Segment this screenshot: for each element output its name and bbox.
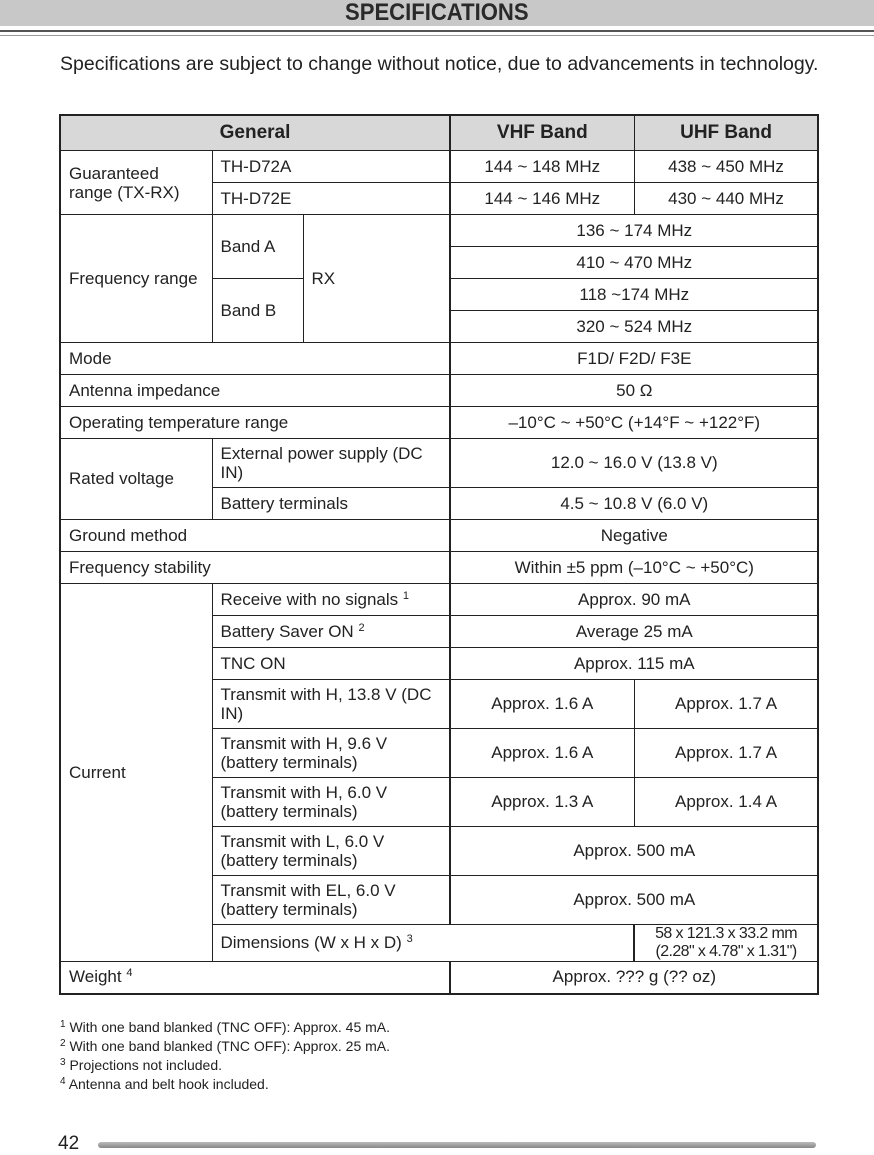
- page-number: 42: [58, 1133, 80, 1154]
- external-power-value: 12.0 ~ 16.0 V (13.8 V): [450, 439, 818, 488]
- band-a-label: Band A: [212, 215, 303, 279]
- vhf-cell: 144 ~ 148 MHz: [450, 151, 634, 183]
- tx-h-138-uhf: Approx. 1.7 A: [634, 680, 818, 729]
- footnotes: [60, 1018, 390, 1094]
- band-b-label: Band B: [212, 279, 303, 343]
- tx-l-label: Transmit with L, 6.0 V (battery terminals): [212, 827, 450, 876]
- tx-el-label: Transmit with EL, 6.0 V (battery terminals): [212, 876, 450, 925]
- header-uhf: UHF Band: [634, 115, 818, 151]
- frequency-stability-value: Within ±5 ppm (–10°C ~ +50°C): [450, 552, 818, 584]
- tx-h-60-label: Transmit with H, 6.0 V (battery terminals): [212, 778, 450, 827]
- receive-value: Approx. 90 mA: [450, 584, 818, 616]
- table-header-row: [60, 115, 818, 151]
- intro-text: Specifications are subject to change without notice, due to advancements in technology.: [60, 53, 819, 75]
- temperature-label: Operating temperature range: [60, 407, 450, 439]
- header-vhf: VHF Band: [450, 115, 634, 151]
- frequency-value: 410 ~ 470 MHz: [450, 247, 818, 279]
- battery-terminals-label: Battery terminals: [212, 488, 450, 520]
- tx-h-96-label: Transmit with H, 9.6 V (battery terminals): [212, 729, 450, 778]
- table-row: [60, 343, 818, 375]
- table-row: [60, 375, 818, 407]
- spec-table: [59, 114, 819, 995]
- tx-l-value: Approx. 500 mA: [450, 827, 818, 876]
- header-general: General: [60, 115, 450, 151]
- mode-value: F1D/ F2D/ F3E: [450, 343, 818, 375]
- weight-value: Approx. ??? g (?? oz): [450, 962, 818, 994]
- battery-saver-value: Average 25 mA: [450, 616, 818, 648]
- battery-terminals-value: 4.5 ~ 10.8 V (6.0 V): [450, 488, 818, 520]
- tx-h-138-vhf: Approx. 1.6 A: [450, 680, 634, 729]
- footnote: $^2$ With one band blanked (TNC OFF): Approx. 25 mA.: [60, 1038, 391, 1054]
- frequency-value: 118 ~174 MHz: [450, 279, 818, 311]
- tx-h-138-label: Transmit with H, 13.8 V (DC IN): [212, 680, 450, 729]
- dimensions-label: Dimensions (W x H x D) $^3$: [212, 925, 634, 962]
- vhf-cell: 144 ~ 146 MHz: [450, 183, 634, 215]
- footnote-ref: 1: [402, 589, 410, 602]
- footnote: $^1$ With one band blanked (TNC OFF): Approx. 45 mA.: [60, 1019, 391, 1035]
- footnote: $^3$ Projections not included.: [60, 1057, 222, 1073]
- external-power-label: External power supply (DC IN): [212, 439, 450, 488]
- temperature-value: –10°C ~ +50°C (+14°F ~ +122°F): [450, 407, 818, 439]
- frequency-range-label: Frequency range: [60, 215, 212, 343]
- table-row: [60, 584, 818, 616]
- current-label: Current: [60, 584, 212, 962]
- tnc-on-value: Approx. 115 mA: [450, 648, 818, 680]
- tx-h-60-vhf: Approx. 1.3 A: [450, 778, 634, 827]
- tx-h-96-vhf: Approx. 1.6 A: [450, 729, 634, 778]
- uhf-cell: 430 ~ 440 MHz: [634, 183, 818, 215]
- mode-label: Mode: [60, 343, 450, 375]
- table-row: [60, 520, 818, 552]
- receive-label: Receive with no signals $^1$: [212, 584, 450, 616]
- ground-method-value: Negative: [450, 520, 818, 552]
- frequency-value: 320 ~ 524 MHz: [450, 311, 818, 343]
- header-rule-thin: [0, 35, 874, 36]
- table-row: [60, 962, 818, 994]
- antenna-impedance-value: 50 Ω: [450, 375, 818, 407]
- table-row: [60, 552, 818, 584]
- rx-label: RX: [303, 215, 450, 343]
- footer-bar: [98, 1142, 816, 1148]
- tx-h-96-uhf: Approx. 1.7 A: [634, 729, 818, 778]
- uhf-cell: 438 ~ 450 MHz: [634, 151, 818, 183]
- rated-voltage-label: Rated voltage: [60, 439, 212, 520]
- table-row: [60, 215, 818, 247]
- frequency-value: 136 ~ 174 MHz: [450, 215, 818, 247]
- dimensions-value: 58 x 121.3 x 33.2 mm (2.28" x 4.78" x 1.31"): [634, 925, 818, 962]
- weight-label: Weight $^4$: [60, 962, 450, 994]
- page-title: SPECIFICATIONS: [345, 0, 529, 26]
- guaranteed-range-label: Guaranteed range (TX-RX): [60, 151, 212, 215]
- battery-saver-label: Battery Saver ON $^2$: [212, 616, 450, 648]
- ground-method-label: Ground method: [60, 520, 450, 552]
- header-rule: [0, 30, 874, 32]
- tx-el-value: Approx. 500 mA: [450, 876, 818, 925]
- model-cell: TH-D72E: [212, 183, 450, 215]
- footnote-ref: 2: [358, 621, 365, 634]
- tnc-on-label: TNC ON: [212, 648, 450, 680]
- frequency-stability-label: Frequency stability: [60, 552, 450, 584]
- model-cell: TH-D72A: [212, 151, 450, 183]
- table-row: [60, 151, 818, 183]
- tx-h-60-uhf: Approx. 1.4 A: [634, 778, 818, 827]
- footnote-ref: 3: [406, 933, 413, 945]
- table-row: [60, 407, 818, 439]
- title-bar: [0, 0, 874, 26]
- footnote: $^4$ Antenna and belt hook included.: [60, 1076, 269, 1092]
- table-row: [60, 439, 818, 488]
- antenna-impedance-label: Antenna impedance: [60, 375, 450, 407]
- footnote-ref: 4: [126, 967, 133, 980]
